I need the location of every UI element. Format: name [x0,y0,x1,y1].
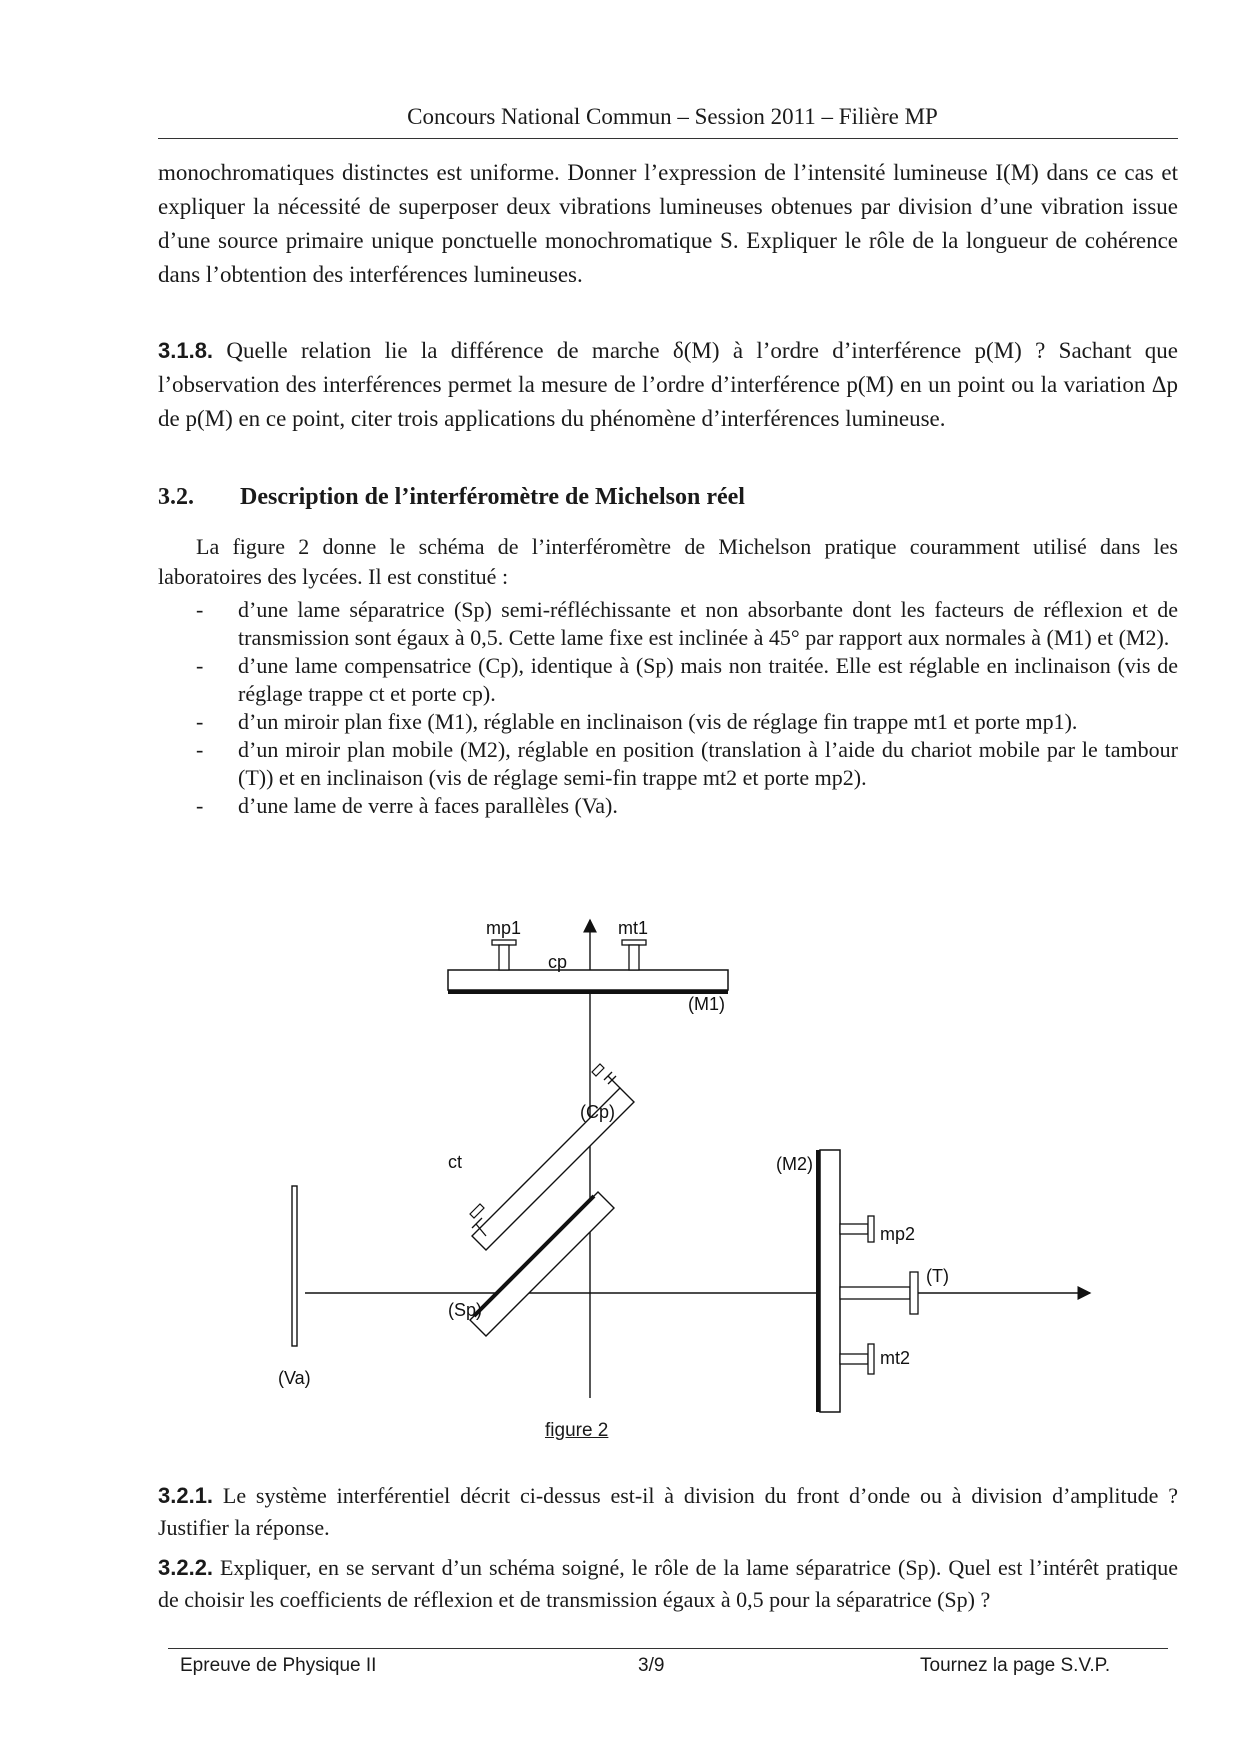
question-number: 3.2.1. [158,1483,214,1508]
list-item [196,708,1178,736]
label-m2: (M2) [776,1154,813,1174]
plate-sp [470,1192,614,1336]
plate-va [292,1186,297,1346]
question-3-2-2 [158,1552,1178,1616]
page-header-title: Concours National Commun – Session 2011 – Filière MP [407,104,938,129]
label-mt1: mt1 [618,918,649,938]
intro-paragraph: monochromatiques distinctes est uniforme. Donner l’expression de l’intensité lumineuse I(M) dans ce cas et expliquer la nécessité de superposer deux vibrations lumineuses obtenues par division d’une vibration issue d’une source primaire unique ponctuelle monochromatique S. Expliquer le rôle de la longueur de cohérence dans l’obtention des interférences lumineuses. [158,160,1178,287]
list-dash: - [196,653,204,678]
list-item-text: d’un miroir plan mobile (M2), réglable en position (translation à l’aide du chariot mobile par le tambour (T)) et en inclinaison (vis de réglage semi-fin trappe mt2 et porte mp2). [238,737,1178,790]
list-item-text: d’une lame séparatrice (Sp) semi-réfléchissante et non absorbante dont les facteurs de réflexion et de transmission sont égaux à 0,5. Cette lame fixe est inclinée à 45° par rapport aux normales à (M1) et (M2). [238,597,1178,650]
screw-mt1 [622,940,646,970]
list-item-text: d’une lame compensatrice (Cp), identique à (Sp) mais non traitée. Elle est réglable en inclinaison (vis de réglage trappe ct et porte cp). [238,653,1178,706]
question-number: 3.1.8. [158,338,214,363]
question-3-1-8 [158,334,1178,436]
question-number: 3.2.2. [158,1555,214,1580]
label-cp-plate: (Cp) [580,1102,615,1122]
footer-page-number: 3/9 [638,1655,665,1676]
label-sp: (Sp) [448,1300,483,1320]
section-3-2-heading [158,484,745,511]
screw-mp1 [492,940,516,970]
list-item [196,792,1178,820]
label-mp2: mp2 [880,1224,916,1244]
section-intro: La figure 2 donne le schéma de l’interféromètre de Michelson pratique couramment utilisé dans les laboratoires des lycées. Il est constitué : [158,534,1178,589]
mirror-m2 [818,1150,840,1412]
michelson-diagram [278,898,1110,1418]
list-dash: - [196,597,204,622]
label-va: (Va) [278,1368,311,1388]
component-list [196,596,1178,820]
screw-cp [592,1064,620,1088]
label-t: (T) [926,1266,949,1286]
drum-t [840,1272,918,1314]
screw-mt2 [840,1344,874,1374]
label-mt2: mt2 [880,1348,911,1368]
screw-mp2 [840,1216,874,1242]
footer-right: Tournez la page S.V.P. [920,1655,1111,1676]
footer-left: Epreuve de Physique II [180,1655,377,1676]
header-rule [158,138,1178,139]
list-item [196,596,1178,652]
list-item-text: d’un miroir plan fixe (M1), réglable en inclinaison (vis de réglage fin trappe mt1 et porte mp1). [238,709,1078,734]
question-3-2-1 [158,1480,1178,1544]
list-dash: - [196,737,204,762]
list-dash: - [196,709,204,734]
list-item [196,652,1178,708]
figure-caption: figure 2 [545,1420,609,1441]
question-text: Quelle relation lie la différence de marche δ(M) à l’ordre d’interférence p(M) ? Sachant que l’observation des interférences permet la mesure de l’ordre d’interférence p(M) en un point ou la variation Δp de p(M) en ce point, citer trois applications du phénomène d’interférences lumineuse. [158,338,1179,431]
list-item [196,736,1178,792]
section-title: Description de l’interféromètre de Michelson réel [240,484,745,510]
list-dash: - [196,793,204,818]
label-mp1: mp1 [486,918,522,938]
question-text: Expliquer, en se servant d’un schéma soigné, le rôle de la lame séparatrice (Sp). Quel est l’intérêt pratique de choisir les coefficients de réflexion et de transmission égaux à 0,5 pour la séparatrice (Sp) ? [158,1555,1179,1612]
question-text: Le système interférentiel décrit ci-dessus est-il à division du front d’onde ou à division d’amplitude ? Justifier la réponse. [158,1483,1179,1540]
footer-rule [168,1648,1168,1649]
label-cp: cp [548,952,568,972]
section-number: 3.2. [158,484,194,510]
label-m1: (M1) [688,994,725,1014]
label-ct: ct [448,1152,463,1172]
mirror-m1 [448,970,728,992]
list-item-text: d’une lame de verre à faces parallèles (Va). [238,793,618,818]
